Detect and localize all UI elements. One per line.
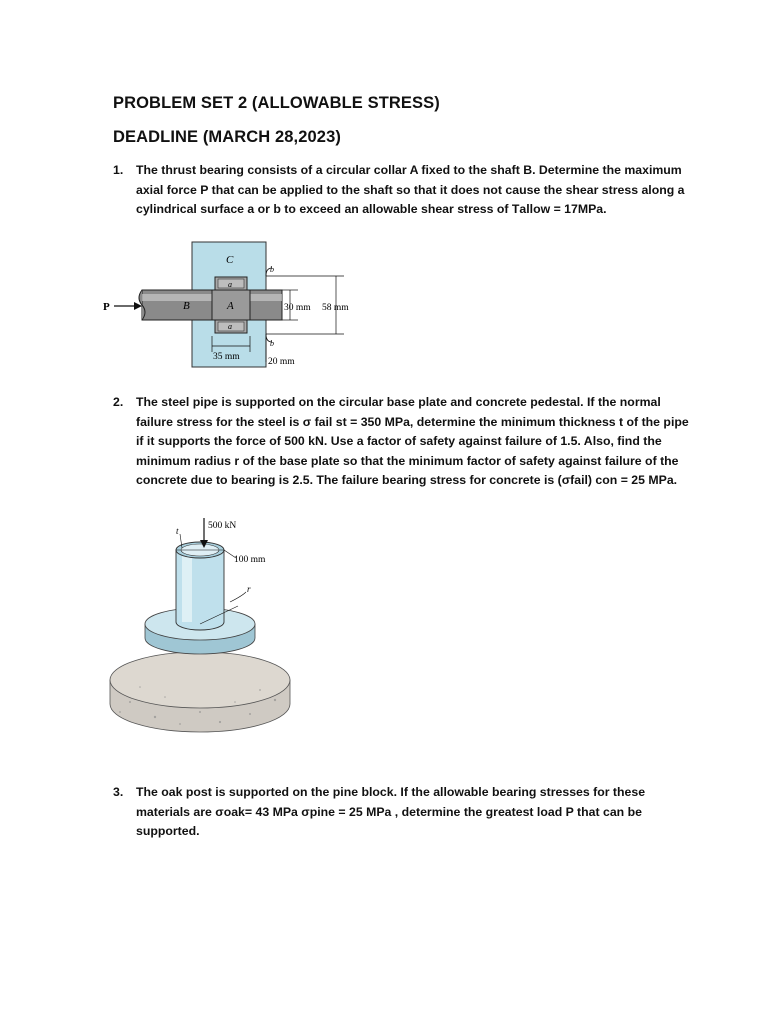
- dim-35mm: 35 mm: [213, 352, 240, 362]
- label-a: A: [227, 300, 234, 312]
- label-a-bottom: a: [228, 322, 232, 331]
- problem-text: The oak post is supported on the pine block. If the allowable bearing stresses for these materials are σoak= 43 MPa σpine = 25 MPa , determine the greatest load P that can be supported.: [136, 785, 646, 838]
- label-t: t: [176, 526, 179, 536]
- deadline-heading: DEADLINE (MARCH 28,2023): [113, 128, 341, 146]
- problem-number: 3.: [113, 785, 124, 799]
- label-c: C: [226, 254, 234, 266]
- label-r: r: [247, 584, 251, 594]
- thrust-bearing-figure: [100, 232, 370, 372]
- label-a-top: a: [228, 280, 232, 289]
- problem-text: The thrust bearing consists of a circular collar A fixed to the shaft B. Determine the maximum axial force P that can be applied to the shaft so that it does not cause the shear stress along a cylindrical surface a or b to exceed an allowable shear stress of Τallow = 17MPa.: [136, 163, 685, 216]
- problem-number: 1.: [113, 163, 124, 177]
- label-100mm: 100 mm: [234, 555, 266, 565]
- label-b: B: [183, 300, 190, 312]
- label-b-bottom: b: [270, 339, 274, 348]
- problem-set-title: PROBLEM SET 2 (ALLOWABLE STRESS): [113, 94, 440, 112]
- dim-58mm: 58 mm: [322, 303, 349, 313]
- pipe-pedestal-figure: [100, 512, 300, 742]
- problem-text: The steel pipe is supported on the circular base plate and concrete pedestal. If the normal failure stress for the steel is σ fail st = 350 MPa, determine the minimum thickness t of the pipe if it supports the force of 500 kN. Use a factor of safety against failure of 1.5. Also, find the minimum radius r of the base plate so that the minimum factor of safety against failure of the concrete due to bearing is 2.5. The failure bearing stress for concrete is (σfail) con = 25 MPa.: [136, 395, 689, 487]
- label-500kn: 500 kN: [208, 521, 237, 531]
- label-b-top: b: [270, 265, 274, 274]
- dim-30mm: 30 mm: [284, 303, 311, 313]
- problem-number: 2.: [113, 395, 124, 409]
- label-p: P: [103, 301, 110, 313]
- dim-20mm: 20 mm: [268, 357, 295, 367]
